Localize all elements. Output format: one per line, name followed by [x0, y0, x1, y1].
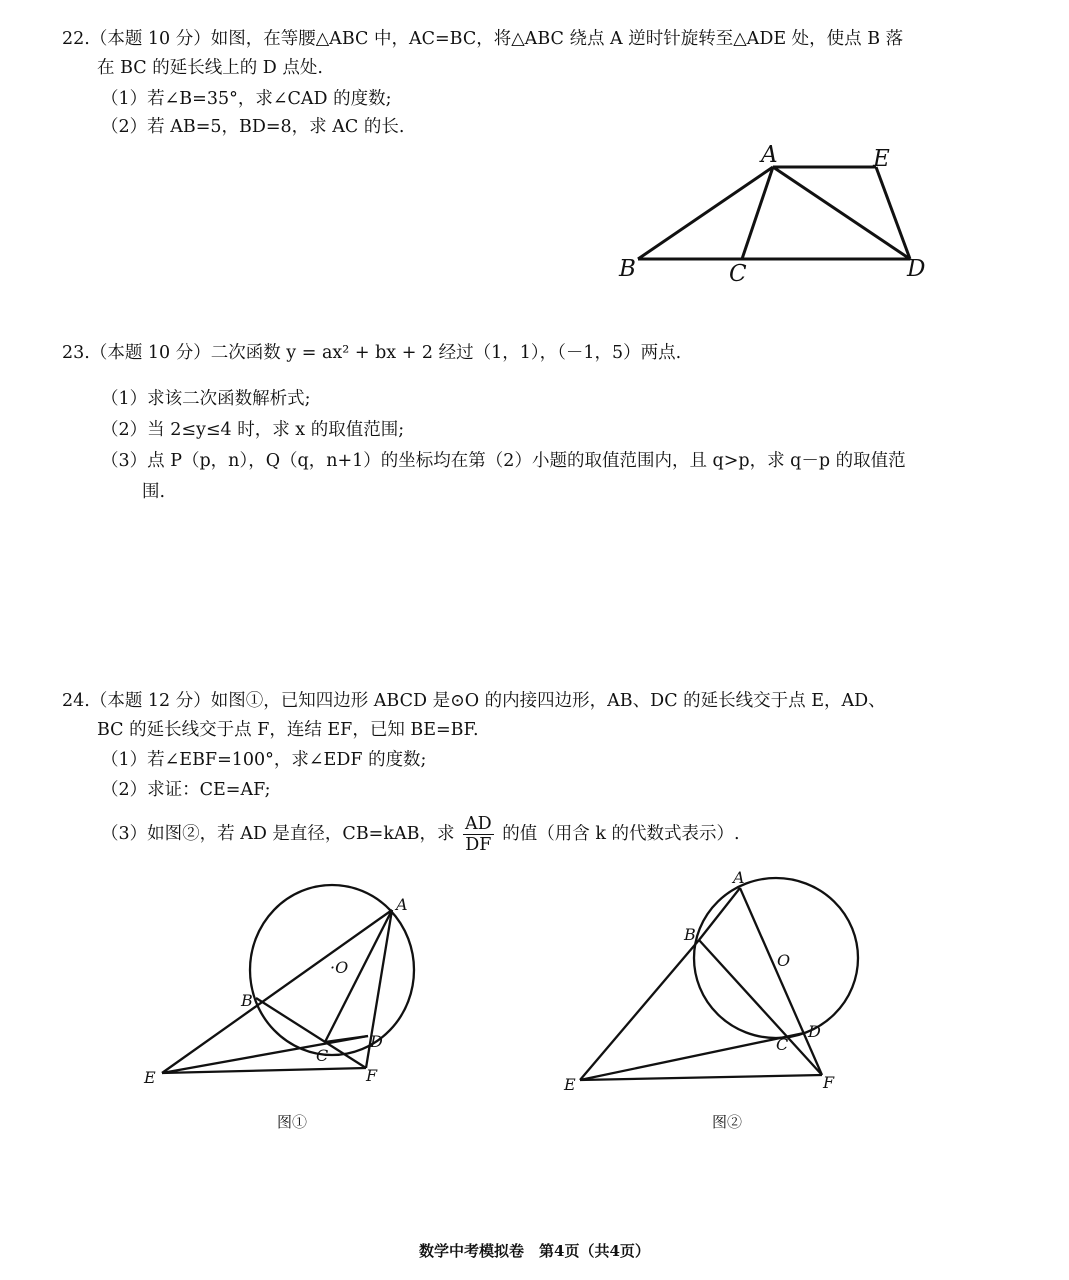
fig1-label-b: B — [241, 991, 253, 1010]
q24-part1: （1）若∠EBF=100°，求∠EDF 的度数; — [101, 750, 427, 770]
q22-stem-line2: 在 BC 的延长线上的 D 点处. — [97, 58, 323, 78]
q23-part3: （3）点 P（p，n），Q（q，n+1）的坐标均在第（2）小题的取值范围内，且 q>p，求 q－p 的取值范 — [101, 451, 906, 471]
fig2-label-f: F — [823, 1073, 835, 1092]
q24-part3-prefix: （3）如图②，若 AD 是直径，CB=kAB，求 — [101, 824, 455, 844]
label-a: A — [761, 142, 778, 168]
fraction-ad-over-df — [463, 814, 494, 855]
q24-stem-line2: BC 的延长线交于点 F，连结 EF，已知 BE=BF. — [97, 720, 479, 740]
q24-figure-2 — [560, 860, 870, 1095]
q23-stem: 23.（本题 10 分）二次函数 y = ax² + bx + 2 经过（1，1），（－1，5）两点. — [62, 343, 682, 363]
label-e: E — [873, 146, 890, 172]
segment-ad — [773, 167, 910, 259]
label-b: B — [619, 256, 636, 282]
segment-cd — [325, 1036, 368, 1042]
fig2-label-e: E — [564, 1075, 576, 1094]
fig1-label-a: A — [396, 895, 408, 914]
q22-part2: （2）若 AB=5，BD=8，求 AC 的长. — [101, 117, 405, 137]
q24-part2: （2）求证：CE=AF; — [101, 780, 271, 800]
segment-ef — [580, 1075, 822, 1080]
fig1-label-f: F — [366, 1066, 378, 1085]
q22-stem-line1: 22.（本题 10 分）如图，在等腰△ABC 中，AC=BC，将△ABC 绕点 A 逆时针旋转至△ADE 处，使点 B 落 — [62, 29, 904, 49]
segment-ea — [162, 910, 392, 1073]
fig2-label-c: C — [776, 1035, 789, 1054]
segment-ac — [742, 167, 773, 259]
fig1-label-d: D — [370, 1032, 383, 1051]
q24-part3 — [101, 812, 740, 856]
fig1-label-c: C — [316, 1046, 329, 1065]
fraction-numerator: AD — [465, 814, 492, 834]
fig2-label-d: D — [808, 1022, 821, 1041]
label-d: D — [907, 256, 926, 282]
label-c: C — [729, 261, 747, 287]
q23-part3-wrap: 围. — [142, 482, 166, 502]
fig2-label-a: A — [733, 868, 745, 887]
page-footer: 数学中考模拟卷 第4页（共4页） — [419, 1242, 650, 1260]
fig1-label-e: E — [144, 1068, 156, 1087]
q23-part1: （1）求该二次函数解析式; — [101, 389, 311, 409]
fig2-caption: 图② — [712, 1113, 743, 1131]
segment-bf — [699, 940, 822, 1075]
segment-bf — [256, 998, 366, 1068]
fig1-caption: 图① — [277, 1113, 308, 1131]
fraction-denominator: DF — [465, 835, 492, 855]
fig2-label-o: O — [777, 951, 791, 970]
q22-part1: （1）若∠B=35°，求∠CAD 的度数; — [101, 89, 392, 109]
segment-ab — [638, 167, 773, 259]
circle-o — [694, 878, 858, 1038]
q24-stem-line1: 24.（本题 12 分）如图①，已知四边形 ABCD 是⊙O 的内接四边形，AB、DC 的延长线交于点 E，AD、 — [62, 691, 886, 711]
q22-figure — [600, 140, 950, 290]
q23-part2: （2）当 2≤y≤4 时，求 x 的取值范围; — [101, 420, 405, 440]
fig2-label-b: B — [684, 925, 696, 944]
segment-ed — [876, 167, 910, 259]
fig1-label-o: ·O — [330, 958, 349, 977]
segment-ef — [162, 1068, 366, 1073]
segment-ba — [699, 888, 740, 940]
q24-part3-suffix: 的值（用含 k 的代数式表示）. — [502, 824, 740, 844]
q24-figure-1 — [140, 880, 430, 1090]
